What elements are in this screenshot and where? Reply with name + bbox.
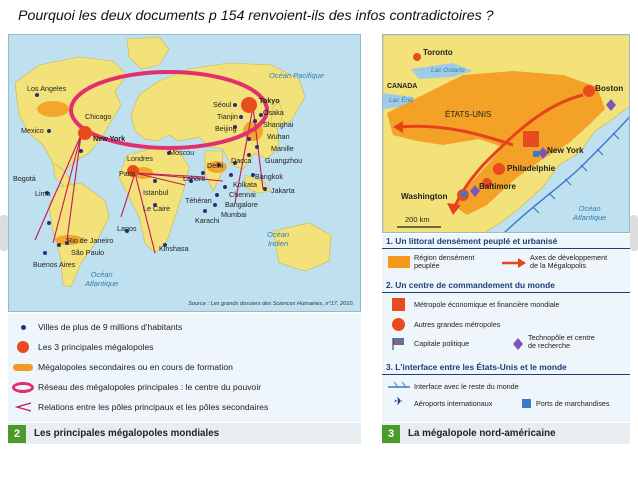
city-label: Téhéran [185,196,212,205]
map-label: Lac Ontario [431,67,465,74]
slide-title: Pourquoi les deux documents p 154 renvoient-ils des infos contradictoires ? [18,8,494,24]
city-label: Mexico [21,126,44,135]
port-icon [522,399,531,408]
dense-region-icon [388,256,410,268]
city-label: Mumbai [221,210,247,219]
interface-line-icon [388,382,410,392]
city-label: Bangkok [255,172,283,181]
flag-icon [392,336,406,350]
city-label: Londres [127,154,153,163]
city-label: Karachi [195,216,220,225]
legend-item: Région densément peuplée [414,253,475,271]
map-label: Philadelphie [507,164,556,173]
city-label: Rio de Janeiro [67,236,114,245]
city-label: New York [93,134,126,143]
legend-item: Les 3 principales mégalopoles [8,338,154,356]
city-label: Kinshasa [159,244,189,253]
city-label: Osaka [263,108,284,117]
city-label: Le Caire [143,204,171,213]
city-label: Manille [271,144,294,153]
city-label: Shanghai [263,120,294,129]
legend-item: Mégalopoles secondaires ou en cours de formation [8,358,233,376]
city-label: Wuhan [267,132,290,141]
divider [382,292,630,293]
city-label: Beijing [215,124,237,133]
divider [382,248,630,249]
city-label: Paris [119,169,136,178]
map-source: Source : Les grands dossiers des Sciences Humaines, n°17, 2010. [188,301,354,307]
city-label: São Paulo [71,248,105,257]
city-label: Dacca [231,156,252,165]
city-label: Lima [35,189,51,198]
figure-title: La mégalopole nord-américaine [408,428,556,439]
city-label: Chicago [85,112,112,121]
city-label: Istanbul [143,188,169,197]
legend-item: Capitale politique [414,339,470,348]
legend-item: Aéroports internationaux [414,399,493,408]
next-slide-handle[interactable] [630,215,638,251]
diamond-icon [512,338,524,350]
map-label: Washington [401,192,448,201]
legend-item: Axes de développement de la Mégalopolis [530,253,608,271]
city-label: Los Angeles [27,84,67,93]
previous-slide-handle[interactable] [0,215,8,251]
circle-icon [392,318,405,331]
airplane-icon: ✈ [394,396,404,408]
document-2 [8,34,361,444]
map-label: Baltimore [479,182,516,191]
world-megalopolis-map [8,34,361,312]
city-label: Bogotá [13,174,36,183]
divider [382,374,630,375]
megalopolis-na-map [382,34,630,233]
ocean-pacific-label: Océan Pacifique [269,71,325,80]
city-label: Bangalore [225,200,258,209]
city-label: Jakarta [271,186,295,195]
legend-item: Réseau des mégalopoles principales : le centre du pouvoir [8,378,261,396]
legend-item: Villes de plus de 9 millions d'habitants [8,318,182,336]
figure-title: Les principales mégalopoles mondiales [34,428,220,439]
legend-item: Autres grandes métropoles [414,320,501,329]
legend-document-2 [8,314,361,422]
blob-icon [13,364,33,371]
ocean-indian-label: Océan Indien [267,230,290,248]
legend-item: Technopôle et centre de recherche [528,333,595,351]
legend-section-heading: 3. L'interface entre les États-Unis et le monde [386,362,567,372]
legend-section-heading: 2. Un centre de commandement du monde [386,280,555,290]
ocean-atlantic-label: Océan Atlantique [85,270,119,288]
dot-icon [21,325,26,330]
map-label: New York [547,146,584,155]
city-label: Tokyo [259,96,280,105]
legend-item: Ports de marchandises [536,399,610,408]
document-3-caption [382,423,630,444]
legend-item: Métropole économique et financière mondiale [414,300,560,309]
figure-number: 3 [382,425,400,443]
ring-icon [12,382,34,393]
legend-item: Relations entre les pôles principaux et les pôles secondaires [8,398,268,416]
city-label: Kolkata [233,180,257,189]
legend-section-heading: 1. Un littoral densément peuplé et urbanisé [386,236,558,246]
city-label: Lahore [183,174,206,183]
city-label: Lagos [117,224,137,233]
city-label: Chennai [229,190,256,199]
map-label: Océan Atlantique [573,204,607,222]
map-label: Lac Érié [389,97,413,104]
scale-label: 200 km [405,215,430,224]
arrow-icon [502,258,526,268]
city-label: Séoul [213,100,232,109]
figure-number: 2 [8,425,26,443]
city-label: Buenos Aires [33,260,76,269]
city-label: Delhi [207,161,224,170]
legend-document-3 [382,234,630,422]
circle-icon [17,341,29,353]
map-label: Toronto [423,48,453,57]
legend-item: Interface avec le reste du monde [414,382,519,391]
city-label: Tianjin [217,112,238,121]
map-label: Boston [595,84,624,93]
relation-lines-icon [15,402,31,412]
square-icon [392,298,405,311]
city-label: Moscou [169,148,195,157]
city-label: Guangzhou [265,156,303,165]
map-label: CANADA [387,83,418,90]
document-2-caption [8,423,361,444]
map-label: ÉTATS-UNIS [445,110,492,119]
document-3 [382,34,630,444]
